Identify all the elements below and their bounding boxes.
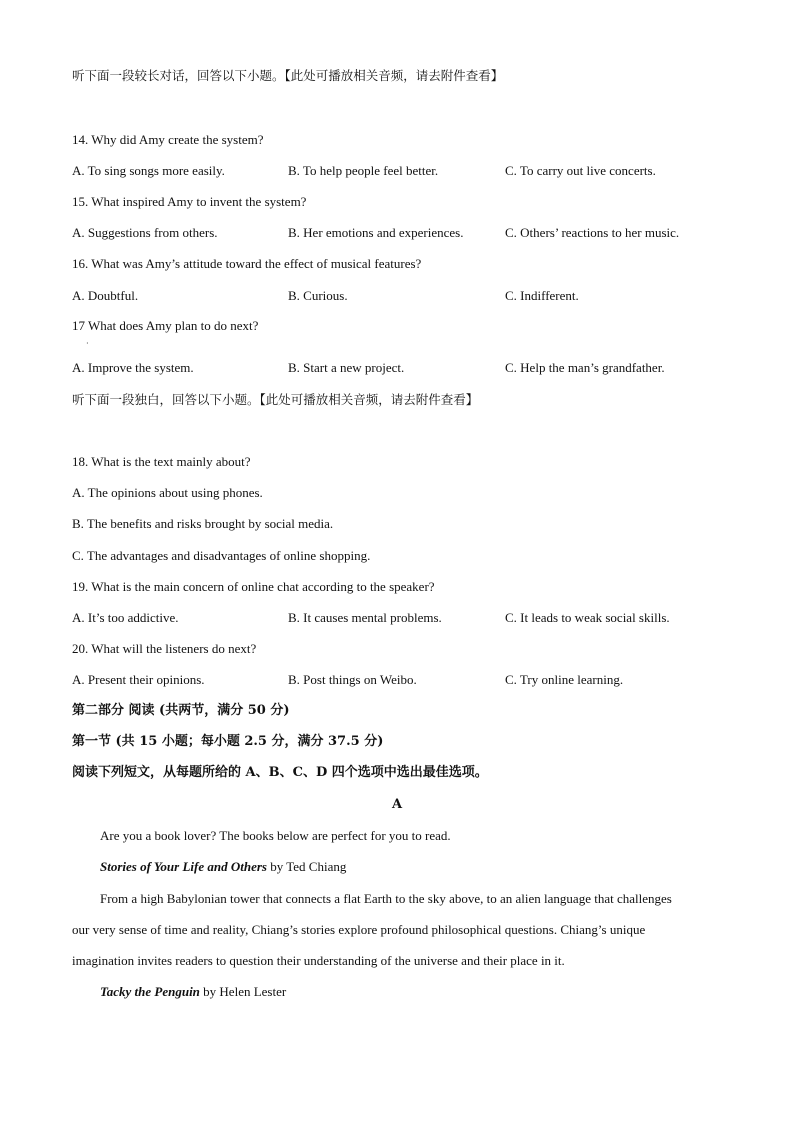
book-1-title: Stories of Your Life and Others xyxy=(100,859,267,874)
question-14-stem: 14. Why did Amy create the system? xyxy=(72,132,264,147)
question-18-stem: 18. What is the text mainly about? xyxy=(72,454,251,469)
question-19-stem: 19. What is the main concern of online chat according to the speaker? xyxy=(72,579,435,594)
question-18-option-b: B. The benefits and risks brought by social media. xyxy=(72,516,334,531)
book-1-text-line-3: imagination invites readers to question their understanding of the universe and their place in it. xyxy=(72,953,565,968)
question-16-stem: 16. What was Amy’s attitude toward the effect of musical features? xyxy=(72,256,422,271)
reading-instruction: 阅读下列短文，从每题所给的 A、B、C、D 四个选项中选出最佳选项。 xyxy=(72,765,488,780)
section-1-heading: 第一节 (共 15 小题；每小题 2.5 分，满分 37.5 分) xyxy=(72,734,384,749)
question-20-option-b: B. Post things on Weibo. xyxy=(288,672,417,687)
question-16-option-c: C. Indifferent. xyxy=(505,288,579,303)
question-19-option-b: B. It causes mental problems. xyxy=(288,610,442,625)
question-20-option-c: C. Try online learning. xyxy=(505,672,624,687)
book-1-author: by Ted Chiang xyxy=(266,859,347,874)
passage-intro: Are you a book lover? The books below are perfect for you to read. xyxy=(100,828,451,843)
question-18-option-a: A. The opinions about using phones. xyxy=(72,485,263,500)
question-17-option-c: C. Help the man’s grandfather. xyxy=(505,360,665,375)
question-14-option-a: A. To sing songs more easily. xyxy=(72,163,225,178)
question-19-option-a: A. It’s too addictive. xyxy=(72,610,179,625)
question-16-option-a: A. Doubtful. xyxy=(72,288,139,303)
stray-dot-mark: · xyxy=(86,339,89,348)
question-14-option-c: C. To carry out live concerts. xyxy=(505,163,656,178)
book-1-heading xyxy=(100,859,346,875)
question-20-stem: 20. What will the listeners do next? xyxy=(72,641,257,656)
part-2-heading: 第二部分 阅读 (共两节，满分 50 分) xyxy=(72,703,290,718)
question-18-option-c: C. The advantages and disadvantages of online shopping. xyxy=(72,548,371,563)
book-2-title: Tacky the Penguin xyxy=(100,984,200,999)
question-14-option-b: B. To help people feel better. xyxy=(288,163,439,178)
question-17-option-a: A. Improve the system. xyxy=(72,360,194,375)
listening-intro-2: 听下面一段独白，回答以下小题。【此处可播放相关音频，请去附件查看】 xyxy=(72,392,479,407)
question-17-stem: 17 What does Amy plan to do next? xyxy=(72,318,259,333)
question-19-option-c: C. It leads to weak social skills. xyxy=(505,610,670,625)
question-17-option-b: B. Start a new project. xyxy=(288,360,405,375)
question-16-option-b: B. Curious. xyxy=(288,288,348,303)
book-1-text-line-1: From a high Babylonian tower that connects a flat Earth to the sky above, to an alien language that challenges xyxy=(100,891,672,906)
question-15-option-b: B. Her emotions and experiences. xyxy=(288,225,464,240)
question-20-option-a: A. Present their opinions. xyxy=(72,672,205,687)
book-2-heading xyxy=(100,984,286,1000)
question-15-stem: 15. What inspired Amy to invent the system? xyxy=(72,194,307,209)
question-15-option-c: C. Others’ reactions to her music. xyxy=(505,225,680,240)
passage-label: A xyxy=(391,797,403,812)
book-1-text-line-2: our very sense of time and reality, Chiang’s stories explore profound philosophical questions. Chiang’s unique xyxy=(72,922,646,937)
book-2-author: by Helen Lester xyxy=(199,984,287,999)
question-15-option-a: A. Suggestions from others. xyxy=(72,225,218,240)
listening-intro-1: 听下面一段较长对话，回答以下小题。【此处可播放相关音频，请去附件查看】 xyxy=(72,68,504,83)
